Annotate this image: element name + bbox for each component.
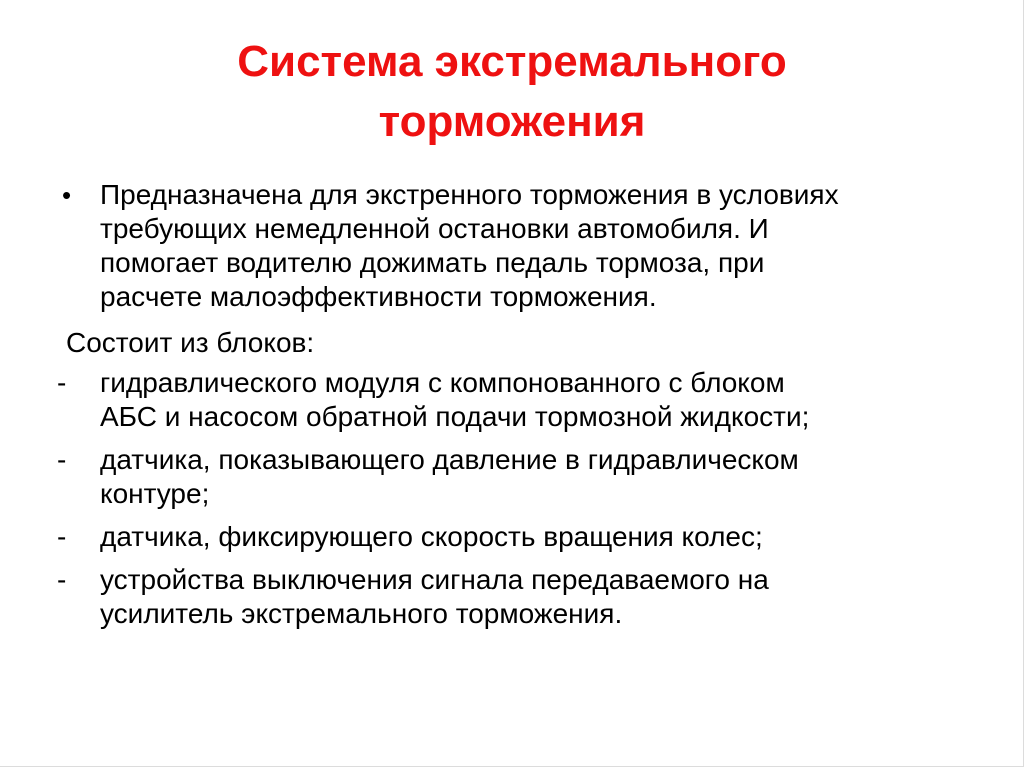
component-item	[0, 366, 1024, 434]
bullet-dot-icon: •	[62, 180, 72, 210]
component-line: контуре;	[100, 478, 210, 509]
component-line: датчика, показывающего давление в гидравлическом	[100, 444, 799, 475]
description-line: помогает водителю дожимать педаль тормоза, при	[100, 247, 765, 278]
component-item	[0, 520, 1024, 554]
component-line: датчика, фиксирующего скорость вращения колес;	[100, 521, 763, 552]
slide-title-line: торможения	[378, 97, 646, 146]
description-line: расчете малоэффективности торможения.	[100, 281, 657, 312]
slide-body	[0, 178, 1024, 631]
component-text	[100, 563, 1024, 631]
component-item	[0, 563, 1024, 631]
component-line: АБС и насосом обратной подачи тормозной жидкости;	[100, 401, 810, 432]
slide-title	[60, 32, 964, 152]
description-line: Предназначена для экстренного торможения в условиях	[100, 179, 839, 210]
description-bullet	[0, 178, 984, 314]
component-line: усилитель экстремального торможения.	[100, 598, 623, 629]
dash-marker: -	[57, 367, 67, 398]
description-text	[100, 178, 984, 314]
component-line: устройства выключения сигнала передаваемого на	[100, 564, 769, 595]
component-item	[0, 443, 1024, 511]
dash-marker: -	[57, 521, 67, 552]
description-line: требующих немедленной остановки автомобиля. И	[100, 213, 769, 244]
component-text	[100, 443, 1024, 511]
components-heading: Состоит из блоков:	[66, 327, 315, 358]
slide-title-line: Система экстремального	[237, 37, 787, 86]
component-line: гидравлического модуля с компонованного с блоком	[100, 367, 785, 398]
component-text	[100, 520, 1024, 554]
component-text	[100, 366, 1024, 434]
dash-marker: -	[57, 444, 67, 475]
dash-marker: -	[57, 564, 67, 595]
